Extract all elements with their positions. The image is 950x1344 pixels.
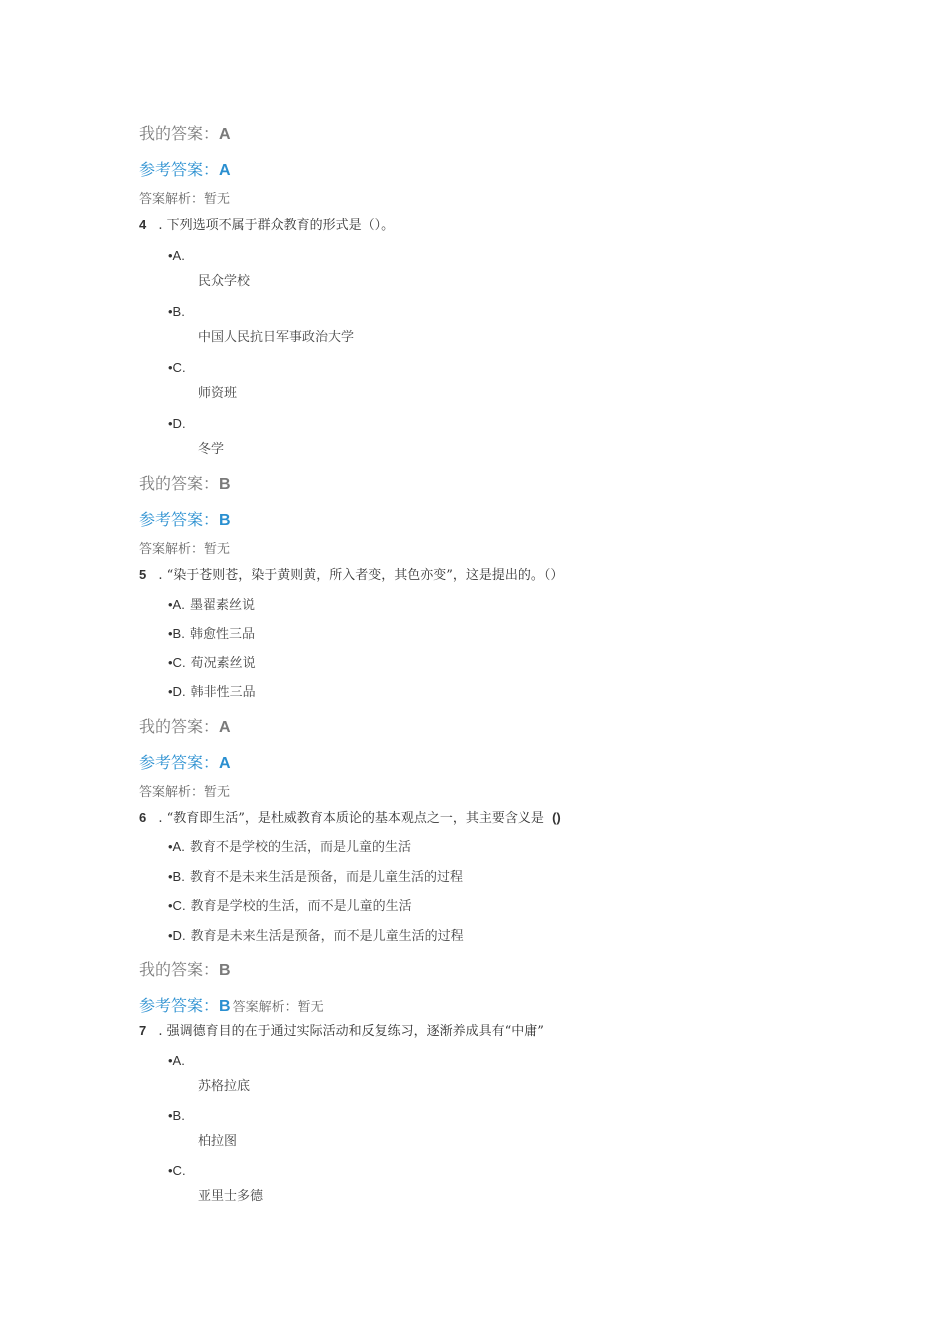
my-answer-value: B bbox=[219, 962, 231, 979]
my-answer-q4 bbox=[139, 471, 231, 494]
ref-answer-label: 参考答案： bbox=[139, 996, 220, 1015]
option-text-c: 亚里士多德 bbox=[198, 1189, 264, 1204]
ref-answer-value: A bbox=[219, 755, 231, 772]
analysis-q5: 答案解析：暂无 bbox=[139, 785, 231, 800]
option-c[interactable] bbox=[168, 652, 256, 671]
option-a[interactable] bbox=[168, 836, 411, 855]
option-text: 教育是未来生活是预备，而不是儿童生活的过程 bbox=[190, 929, 464, 944]
ref-answer-q6 bbox=[139, 993, 324, 1016]
question-6 bbox=[139, 807, 561, 826]
question-text: . “教育即生活”，是杜威教育本质论的基本观点之一，其主要含义是 bbox=[158, 811, 544, 826]
option-c[interactable] bbox=[168, 895, 412, 914]
option-d[interactable] bbox=[168, 681, 256, 700]
option-text-b: 中国人民抗日军事政治大学 bbox=[198, 330, 355, 345]
my-answer-value: A bbox=[219, 126, 231, 143]
question-text: . 强调德育目的在于通过实际活动和反复练习，逐渐养成具有“中庸” bbox=[158, 1024, 544, 1039]
option-letter-c[interactable]: •C. bbox=[168, 360, 186, 375]
option-text-a: 苏格拉底 bbox=[198, 1079, 251, 1094]
option-letter: •B. bbox=[168, 626, 185, 641]
option-letter: •A. bbox=[168, 839, 185, 854]
option-text-a: 民众学校 bbox=[198, 274, 251, 289]
option-letter-b[interactable]: •B. bbox=[168, 1108, 185, 1123]
option-text: 教育不是未来生活是预备，而是儿童生活的过程 bbox=[189, 870, 463, 885]
my-answer-label: 我的答案： bbox=[139, 960, 220, 979]
option-d[interactable] bbox=[168, 925, 464, 944]
option-letter: •D. bbox=[168, 684, 186, 699]
option-letter-a[interactable]: •A. bbox=[168, 248, 185, 263]
ref-answer-label: 参考答案： bbox=[139, 510, 220, 529]
question-7 bbox=[139, 1020, 544, 1039]
my-answer-q3 bbox=[139, 121, 231, 144]
question-5 bbox=[139, 564, 563, 583]
my-answer-label: 我的答案： bbox=[139, 717, 220, 736]
option-text: 荀况素丝说 bbox=[190, 656, 256, 671]
ref-answer-q4 bbox=[139, 507, 231, 530]
option-letter-a[interactable]: •A. bbox=[168, 1053, 185, 1068]
ref-answer-q5 bbox=[139, 750, 231, 773]
option-text: 韩非性三品 bbox=[190, 685, 256, 700]
ref-answer-label: 参考答案： bbox=[139, 753, 220, 772]
ref-answer-q3 bbox=[139, 157, 231, 180]
ref-answer-value: A bbox=[219, 162, 231, 179]
option-letter-c[interactable]: •C. bbox=[168, 1163, 186, 1178]
my-answer-label: 我的答案： bbox=[139, 474, 220, 493]
option-text-c: 师资班 bbox=[198, 386, 238, 401]
question-number: 7 bbox=[139, 1023, 147, 1038]
ref-answer-label: 参考答案： bbox=[139, 160, 220, 179]
option-text-b: 柏拉图 bbox=[198, 1134, 238, 1149]
question-4 bbox=[139, 214, 394, 233]
option-letter: •D. bbox=[168, 928, 186, 943]
analysis-q3: 答案解析：暂无 bbox=[139, 192, 231, 207]
option-letter: •C. bbox=[168, 898, 186, 913]
question-text: . “染于苍则苍，染于黄则黄，所入者变，其色亦变”，这是提出的。（） bbox=[158, 568, 564, 583]
my-answer-label: 我的答案： bbox=[139, 124, 220, 143]
option-b[interactable] bbox=[168, 623, 255, 642]
option-text: 教育是学校的生活，而不是儿童的生活 bbox=[190, 899, 412, 914]
option-letter: •A. bbox=[168, 597, 185, 612]
my-answer-q6 bbox=[139, 957, 231, 980]
analysis-q6: 答案解析：暂无 bbox=[232, 1000, 324, 1015]
option-text-d: 冬学 bbox=[198, 442, 225, 457]
question-number: 6 bbox=[139, 810, 147, 825]
option-a[interactable] bbox=[168, 594, 255, 613]
ref-answer-value: B bbox=[219, 512, 231, 529]
question-number: 5 bbox=[139, 567, 147, 582]
option-b[interactable] bbox=[168, 866, 463, 885]
option-letter: •B. bbox=[168, 869, 185, 884]
option-letter: •C. bbox=[168, 655, 186, 670]
question-text: . 下列选项不属于群众教育的形式是（）。 bbox=[158, 218, 395, 233]
ref-answer-value: B bbox=[219, 998, 231, 1015]
option-text: 墨翟素丝说 bbox=[189, 598, 255, 613]
option-text: 韩愈性三品 bbox=[189, 627, 255, 642]
analysis-q4: 答案解析：暂无 bbox=[139, 542, 231, 557]
my-answer-value: B bbox=[219, 476, 231, 493]
question-number: 4 bbox=[139, 217, 147, 232]
answer-paren: () bbox=[552, 810, 561, 825]
option-letter-d[interactable]: •D. bbox=[168, 416, 186, 431]
option-text: 教育不是学校的生活，而是儿童的生活 bbox=[189, 840, 411, 855]
my-answer-q5 bbox=[139, 714, 231, 737]
my-answer-value: A bbox=[219, 719, 231, 736]
option-letter-b[interactable]: •B. bbox=[168, 304, 185, 319]
